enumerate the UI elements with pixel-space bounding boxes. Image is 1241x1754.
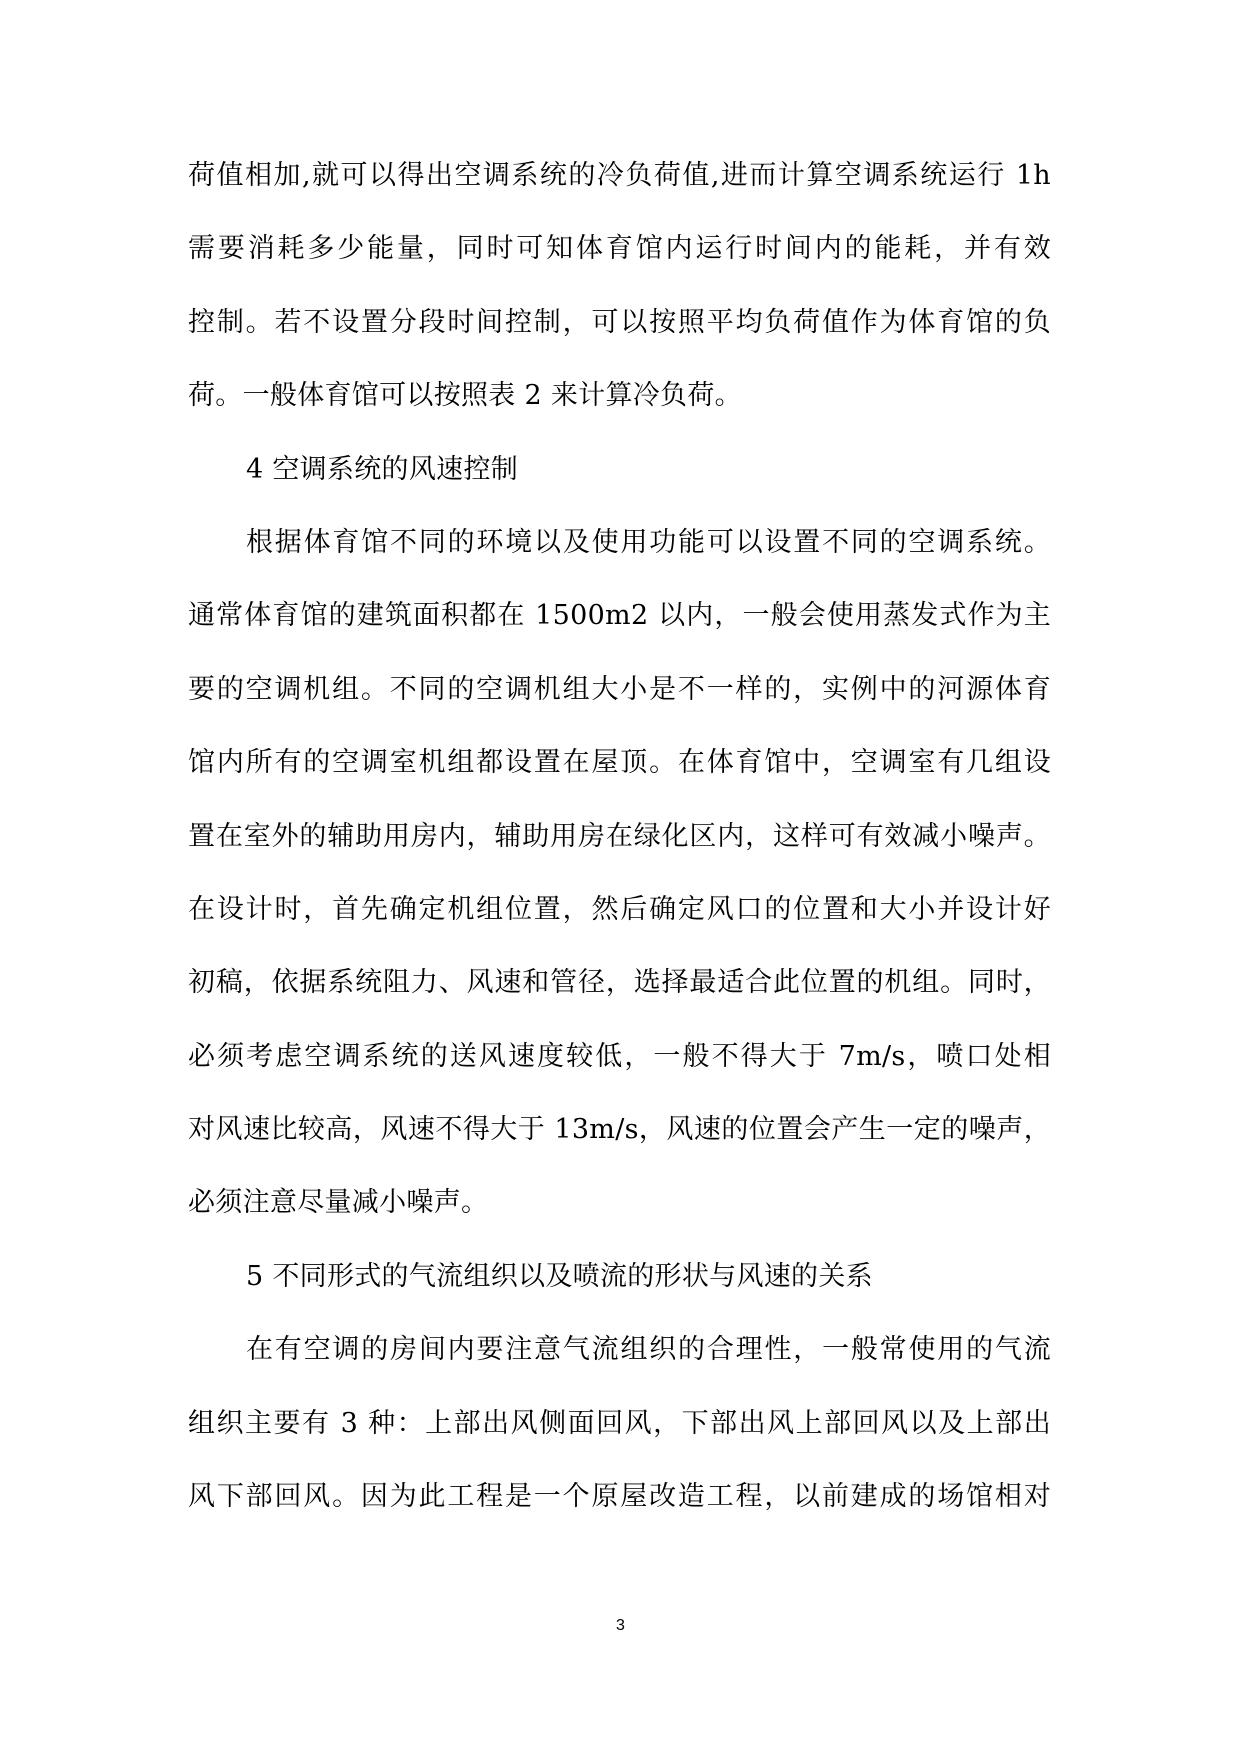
text-line: 对风速比较高，风速不得大于 13m/s，风速的位置会产生一定的噪声， bbox=[188, 1114, 1051, 1146]
body-text bbox=[188, 139, 1051, 1533]
text-line: 馆内所有的空调室机组都设置在屋顶。在体育馆中，空调室有几组设 bbox=[188, 747, 1051, 779]
text-line: 需要消耗多少能量，同时可知体育馆内运行时间内的能耗，并有效 bbox=[188, 233, 1051, 265]
text-line: 根据体育馆不同的环境以及使用功能可以设置不同的空调系统。 bbox=[246, 526, 1051, 558]
text-line: 荷值相加,就可以得出空调系统的冷负荷值,进而计算空调系统运行 1h bbox=[188, 160, 1051, 191]
section-heading: 4 空调系统的风速控制 bbox=[246, 453, 519, 485]
text-line: 必须注意尽量减小噪声。 bbox=[188, 1187, 489, 1219]
text-line: 在设计时，首先确定机组位置，然后确定风口的位置和大小并设计好 bbox=[188, 893, 1051, 925]
text-line: 风下部回风。因为此工程是一个原屋改造工程，以前建成的场馆相对 bbox=[188, 1481, 1051, 1513]
text-line: 必须考虑空调系统的送风速度较低，一般不得大于 7m/s，喷口处相 bbox=[188, 1040, 1051, 1072]
section-heading: 5 不同形式的气流组织以及喷流的形状与风速的关系 bbox=[246, 1260, 873, 1292]
text-line: 在有空调的房间内要注意气流组织的合理性，一般常使用的气流 bbox=[246, 1334, 1051, 1366]
page-number: 3 bbox=[616, 1617, 625, 1634]
text-line: 初稿，依据系统阻力、风速和管径，选择最适合此位置的机组。同时， bbox=[188, 967, 1051, 999]
text-line: 组织主要有 3 种：上部出风侧面回风，下部出风上部回风以及上部出 bbox=[188, 1407, 1051, 1439]
text-line: 置在室外的辅助用房内，辅助用房在绿化区内，这样可有效减小噪声。 bbox=[188, 820, 1051, 852]
text-line: 控制。若不设置分段时间控制，可以按照平均负荷值作为体育馆的负 bbox=[188, 306, 1051, 338]
text-line: 通常体育馆的建筑面积都在 1500m2 以内，一般会使用蒸发式作为主 bbox=[188, 600, 1051, 632]
text-line: 荷。一般体育馆可以按照表 2 来计算冷负荷。 bbox=[188, 380, 742, 412]
text-line: 要的空调机组。不同的空调机组大小是不一样的，实例中的河源体育 bbox=[188, 673, 1051, 705]
